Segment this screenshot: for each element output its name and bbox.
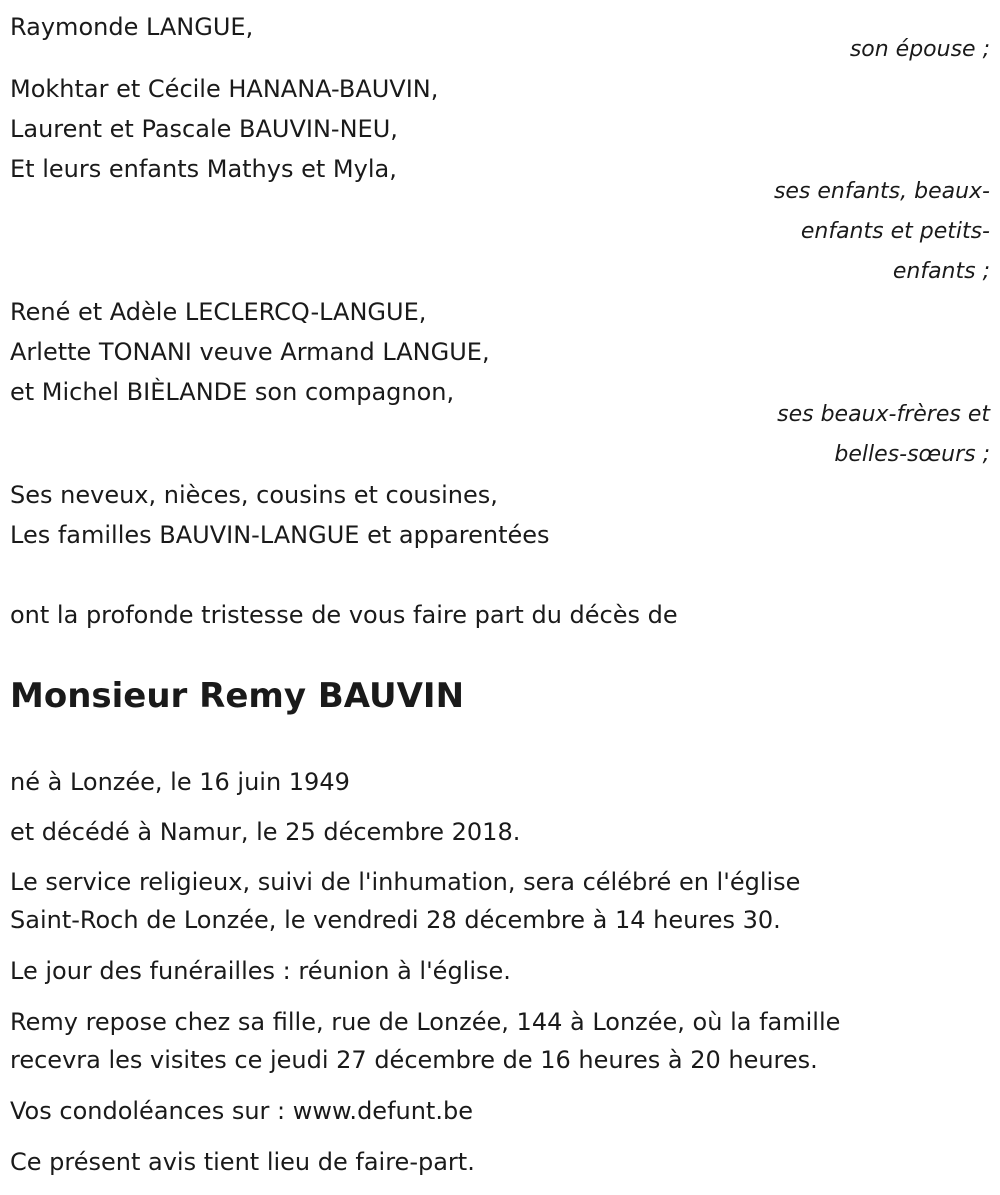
in-laws-line-3: et Michel BIÈLANDE son compagnon, <box>10 378 455 406</box>
children-line-2: Laurent et Pascale BAUVIN-NEU, <box>10 115 398 143</box>
announcement-text: ont la profonde tristesse de vous faire part du décès de <box>10 601 678 629</box>
spouse-name: Raymonde LANGUE, <box>10 13 254 41</box>
children-role-line-2: enfants et petits- <box>800 219 990 244</box>
in-laws-role-line-2: belles-sœurs ; <box>834 442 990 467</box>
spouse-role: son épouse ; <box>849 37 990 62</box>
children-role-line-3: enfants ; <box>892 259 990 284</box>
death-info: et décédé à Namur, le 25 décembre 2018. <box>10 818 521 846</box>
children-line-1: Mokhtar et Cécile HANANA-BAUVIN, <box>10 75 439 103</box>
gathering-info: Le jour des funérailles : réunion à l'église. <box>10 957 511 985</box>
extended-family-line-2: Les familles BAUVIN-LANGUE et apparentées <box>10 521 550 549</box>
service-info-line-2: Saint-Roch de Lonzée, le vendredi 28 décembre à 14 heures 30. <box>10 906 781 934</box>
birth-info: né à Lonzée, le 16 juin 1949 <box>10 768 350 796</box>
extended-family-line-1: Ses neveux, nièces, cousins et cousines, <box>10 481 498 509</box>
service-info-line-1: Le service religieux, suivi de l'inhumation, sera célébré en l'église <box>10 868 801 896</box>
children-role-line-1: ses enfants, beaux- <box>773 179 990 204</box>
deceased-name: Monsieur Remy BAUVIN <box>10 676 465 716</box>
rest-info-line-1: Remy repose chez sa fille, rue de Lonzée, 144 à Lonzée, où la famille <box>10 1008 841 1036</box>
in-laws-line-2: Arlette TONANI veuve Armand LANGUE, <box>10 338 490 366</box>
in-laws-role-line-1: ses beaux-frères et <box>777 402 990 427</box>
children-line-3: Et leurs enfants Mathys et Myla, <box>10 155 397 183</box>
closing-note: Ce présent avis tient lieu de faire-part. <box>10 1148 475 1176</box>
condolences-info: Vos condoléances sur : www.defunt.be <box>10 1097 473 1125</box>
rest-info-line-2: recevra les visites ce jeudi 27 décembre de 16 heures à 20 heures. <box>10 1046 818 1074</box>
in-laws-line-1: René et Adèle LECLERCQ-LANGUE, <box>10 298 427 326</box>
